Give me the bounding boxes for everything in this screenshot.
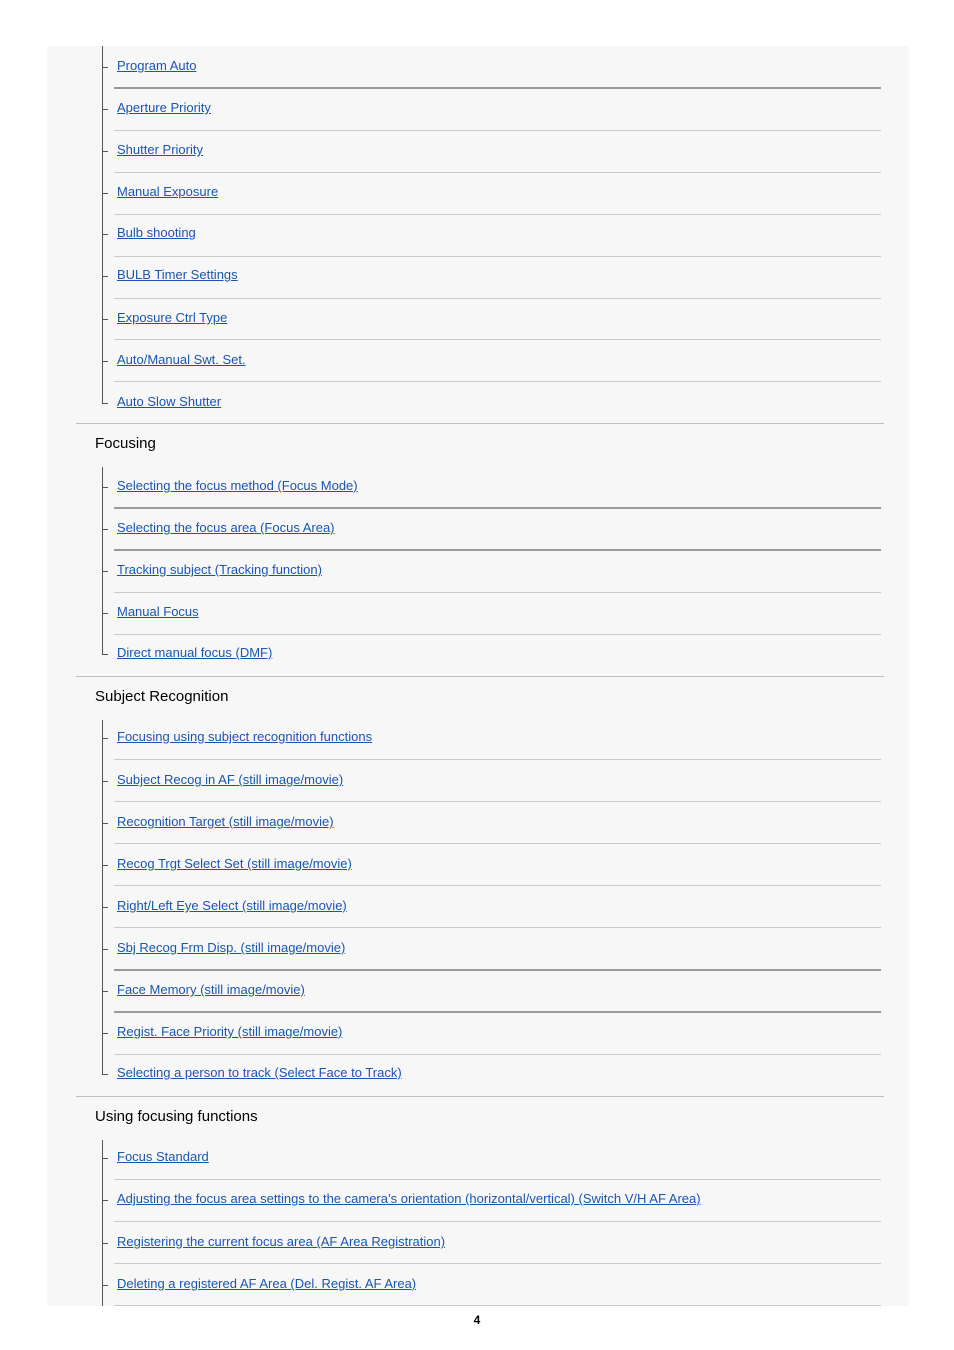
tree-tick <box>102 1200 108 1201</box>
tree-tick <box>102 613 108 614</box>
toc-link-regist-face-priority[interactable]: Regist. Face Priority (still image/movie) <box>117 1024 343 1039</box>
item-divider <box>114 885 881 886</box>
tree-tick <box>102 1158 108 1159</box>
item-divider <box>114 1221 881 1222</box>
item-divider <box>114 1179 881 1180</box>
tree-tick <box>102 193 108 194</box>
tree-tick <box>102 234 108 235</box>
toc-link-select-face-to-track[interactable]: Selecting a person to track (Select Face to Track) <box>117 1065 402 1080</box>
toc-link-tracking-subject[interactable]: Tracking subject (Tracking function) <box>117 562 322 577</box>
tree-tick <box>102 1285 108 1286</box>
tree-tick <box>102 949 108 950</box>
tree-tick <box>102 1033 108 1034</box>
item-divider <box>114 592 881 593</box>
toc-link-bulb-shooting[interactable]: Bulb shooting <box>117 225 196 240</box>
item-divider <box>114 969 881 971</box>
item-divider <box>114 801 881 802</box>
item-divider <box>114 1305 881 1306</box>
toc-link-del-regist-af-area[interactable]: Deleting a registered AF Area (Del. Regist. AF Area) <box>117 1276 417 1291</box>
tree-line <box>102 720 103 1075</box>
item-divider <box>114 256 881 257</box>
tree-tick <box>102 319 108 320</box>
section-divider <box>76 676 884 677</box>
toc-link-sbj-recog-frm-disp[interactable]: Sbj Recog Frm Disp. (still image/movie) <box>117 940 346 955</box>
toc-link-auto-manual-swt-set[interactable]: Auto/Manual Swt. Set. <box>117 352 246 367</box>
section-divider <box>76 423 884 424</box>
page-number: 4 <box>473 1313 481 1327</box>
tree-tick <box>102 487 108 488</box>
toc-link-exposure-ctrl-type[interactable]: Exposure Ctrl Type <box>117 310 228 325</box>
item-divider <box>114 549 881 551</box>
item-divider <box>114 1263 881 1264</box>
toc-link-aperture-priority[interactable]: Aperture Priority <box>117 100 211 115</box>
toc-link-switch-vh-af-area[interactable]: Adjusting the focus area settings to the camera’s orientation (horizontal/vertical) (Switch V/H AF Area) <box>117 1191 701 1206</box>
tree-tick <box>102 907 108 908</box>
tree-tick <box>102 403 108 404</box>
toc-link-bulb-timer-settings[interactable]: BULB Timer Settings <box>117 267 238 282</box>
tree-tick <box>102 738 108 739</box>
tree-tick <box>102 529 108 530</box>
tree-line <box>102 46 103 404</box>
tree-tick <box>102 151 108 152</box>
item-divider <box>114 298 881 299</box>
item-divider <box>114 1011 881 1013</box>
section-heading-using-focusing-functions: Using focusing functions <box>95 1108 258 1125</box>
tree-tick <box>102 991 108 992</box>
tree-tick <box>102 67 108 68</box>
item-divider <box>114 507 881 509</box>
section-heading-subject-recognition: Subject Recognition <box>95 688 229 705</box>
item-divider <box>114 843 881 844</box>
tree-line <box>102 467 103 655</box>
toc-link-shutter-priority[interactable]: Shutter Priority <box>117 142 203 157</box>
item-divider <box>114 172 881 173</box>
toc-link-recognition-target[interactable]: Recognition Target (still image/movie) <box>117 814 334 829</box>
toc-link-focus-standard[interactable]: Focus Standard <box>117 1149 209 1164</box>
tree-tick <box>102 361 108 362</box>
item-divider <box>114 339 881 340</box>
tree-tick <box>102 571 108 572</box>
tree-tick <box>102 865 108 866</box>
tree-tick <box>102 276 108 277</box>
item-divider <box>114 927 881 928</box>
toc-link-focus-area[interactable]: Selecting the focus area (Focus Area) <box>117 520 335 535</box>
tree-tick <box>102 1074 108 1075</box>
section-heading-focusing: Focusing <box>95 435 156 452</box>
section-divider <box>76 1096 884 1097</box>
toc-link-manual-focus[interactable]: Manual Focus <box>117 604 199 619</box>
item-divider <box>114 214 881 215</box>
toc-link-right-left-eye-select[interactable]: Right/Left Eye Select (still image/movie) <box>117 898 347 913</box>
toc-link-recog-trgt-select-set[interactable]: Recog Trgt Select Set (still image/movie) <box>117 856 352 871</box>
tree-tick <box>102 654 108 655</box>
item-divider <box>114 634 881 635</box>
toc-link-focus-mode[interactable]: Selecting the focus method (Focus Mode) <box>117 478 358 493</box>
tree-tick <box>102 109 108 110</box>
toc-link-manual-exposure[interactable]: Manual Exposure <box>117 184 219 199</box>
item-divider <box>114 1054 881 1055</box>
toc-link-face-memory[interactable]: Face Memory (still image/movie) <box>117 982 305 997</box>
tree-tick <box>102 1243 108 1244</box>
toc-link-dmf[interactable]: Direct manual focus (DMF) <box>117 645 273 660</box>
item-divider <box>114 381 881 382</box>
tree-tick <box>102 781 108 782</box>
toc-link-af-area-registration[interactable]: Registering the current focus area (AF Area Registration) <box>117 1234 446 1249</box>
toc-link-program-auto[interactable]: Program Auto <box>117 58 197 73</box>
tree-line <box>102 1140 103 1306</box>
toc-link-subject-recog-in-af[interactable]: Subject Recog in AF (still image/movie) <box>117 772 344 787</box>
item-divider <box>114 759 881 760</box>
toc-link-auto-slow-shutter[interactable]: Auto Slow Shutter <box>117 394 222 409</box>
tree-tick <box>102 823 108 824</box>
toc-link-subject-recognition-functions[interactable]: Focusing using subject recognition functions <box>117 729 373 744</box>
item-divider <box>114 130 881 131</box>
item-divider <box>114 87 881 89</box>
